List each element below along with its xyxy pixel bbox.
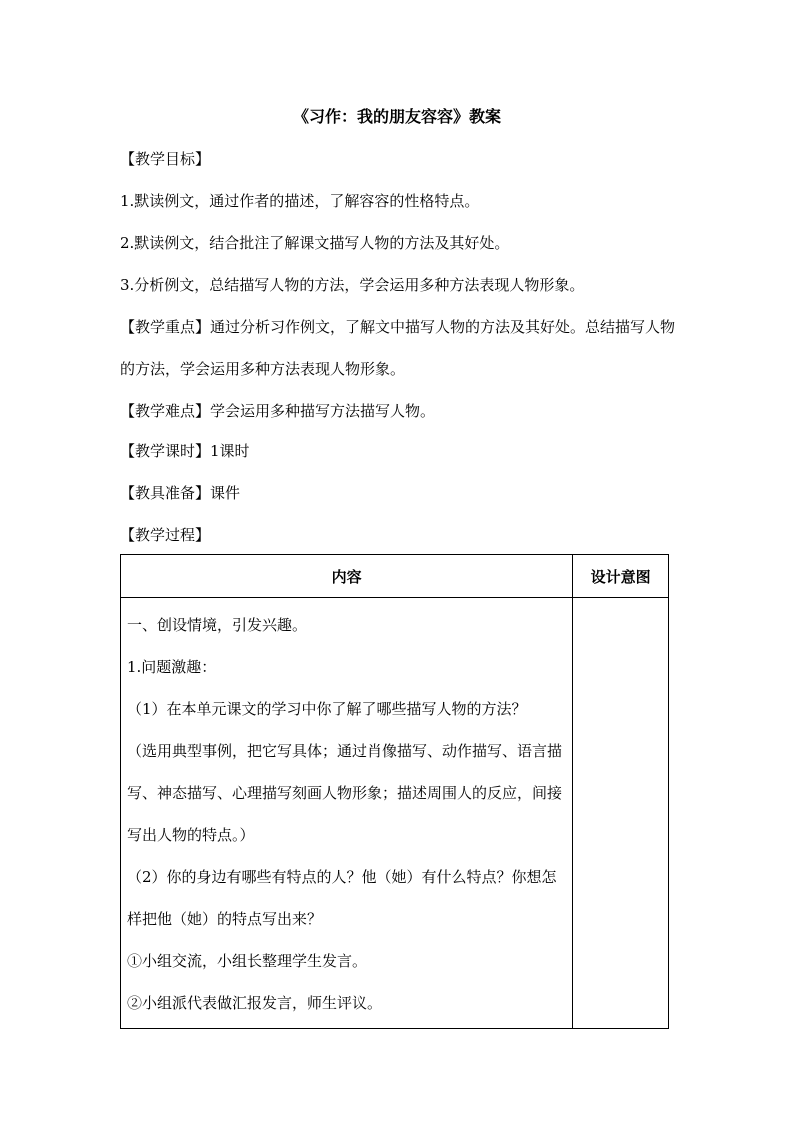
document-title: 《习作：我的朋友容容》教案 xyxy=(292,107,501,126)
header-content: 内容 xyxy=(121,555,573,598)
table-row xyxy=(121,598,669,1029)
content-paragraph: ②小组派代表做汇报发言，师生评议。 xyxy=(127,994,383,1012)
class-hours: 【教学课时】1课时 xyxy=(120,442,250,460)
header-intent: 设计意图 xyxy=(573,555,669,598)
process-heading: 【教学过程】 xyxy=(120,526,211,544)
content-paragraph: 一、创设情境，引发兴趣。 xyxy=(127,616,308,634)
content-paragraph: （选用典型事例，把它写具体；通过肖像描写、动作描写、语言描写、神态描写、心理描写刻画人物形象；描述周围人的反应，间接写出人物的特点。） xyxy=(127,742,563,844)
content-paragraph: （2）你的身边有哪些有特点的人？他（她）有什么特点？你想怎样把他（她）的特点写出来？ xyxy=(127,868,557,928)
content-paragraph: （1）在本单元课文的学习中你了解了哪些描写人物的方法？ xyxy=(127,700,527,718)
content-paragraph: ①小组交流，小组长整理学生发言。 xyxy=(127,952,368,970)
content-paragraph: 1.问题激趣： xyxy=(127,658,217,676)
teaching-tools: 【教具准备】课件 xyxy=(120,484,241,502)
goal-item-2: 2.默读例文，结合批注了解课文描写人物的方法及其好处。 xyxy=(120,234,510,252)
key-points: 【教学重点】通过分析习作例文，了解文中描写人物的方法及其好处。总结描写人物的方法，学会运用多种方法表现人物形象。 xyxy=(120,318,676,378)
table-header-row xyxy=(121,555,669,598)
process-table xyxy=(120,554,669,1029)
intent-cell xyxy=(573,598,669,1029)
goal-item-1: 1.默读例文，通过作者的描述，了解容容的性格特点。 xyxy=(120,192,480,210)
goal-item-3: 3.分析例文，总结描写人物的方法，学会运用多种方法表现人物形象。 xyxy=(120,276,585,294)
content-cell xyxy=(121,598,573,1029)
difficulty: 【教学难点】学会运用多种描写方法描写人物。 xyxy=(120,402,436,420)
goals-heading: 【教学目标】 xyxy=(120,150,211,168)
